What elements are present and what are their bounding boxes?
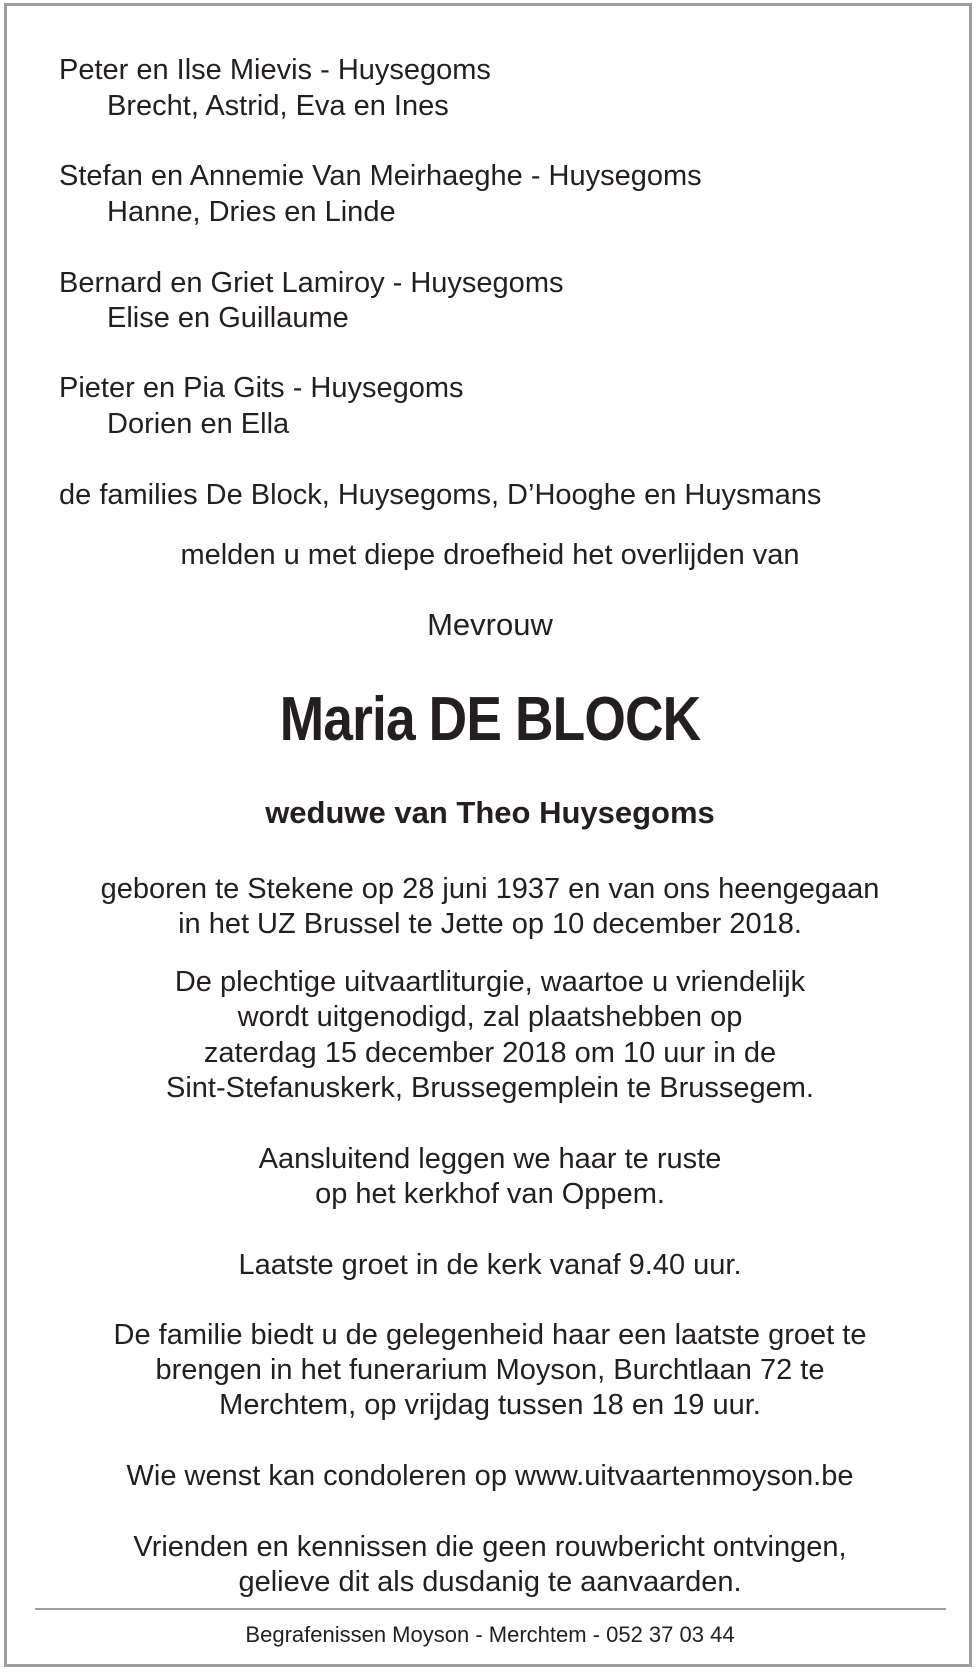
- notice-line: gelieve dit als dusdanig te aanvaarden.: [238, 1566, 742, 1598]
- liturgy-line: De plechtige uitvaartliturgie, waartoe u vriendelijk: [174, 966, 806, 998]
- family-children: Dorien en Ella: [107, 408, 290, 440]
- birth-death-line: in het UZ Brussel te Jette op 10 december 2018.: [178, 908, 802, 940]
- family-parents: Pieter en Pia Gits - Huysegoms: [59, 372, 464, 404]
- liturgy-line: wordt uitgenodigd, zal plaatshebben op: [237, 1001, 743, 1033]
- family-children: Elise en Guillaume: [107, 302, 349, 334]
- family-children: Hanne, Dries en Linde: [107, 196, 396, 228]
- family-parents: Peter en Ilse Mievis - Huysegoms: [59, 54, 491, 86]
- burial-line: Aansluitend leggen we haar te ruste: [258, 1143, 722, 1175]
- footer-undertaker: Begrafenissen Moyson - Merchtem - 052 37 03 44: [245, 1622, 735, 1647]
- family-parents: Bernard en Griet Lamiroy - Huysegoms: [59, 267, 564, 299]
- honorific: Mevrouw: [427, 607, 553, 642]
- extended-families: de families De Block, Huysegoms, D’Hooghe en Huysmans: [59, 479, 822, 511]
- deceased-name: Maria DE BLOCK: [279, 685, 701, 754]
- footer-divider: [35, 1608, 946, 1610]
- announcement-text: melden u met diepe droefheid het overlijden van: [180, 539, 800, 571]
- liturgy-line: Sint-Stefanuskerk, Brussegemplein te Brussegem.: [166, 1072, 814, 1104]
- funerarium-line: De familie biedt u de gelegenheid haar een laatste groet te: [113, 1319, 867, 1351]
- condolences-line: Wie wenst kan condoleren op www.uitvaartenmoyson.be: [126, 1460, 854, 1492]
- last-greeting-line: Laatste groet in de kerk vanaf 9.40 uur.: [238, 1249, 742, 1281]
- burial-line: op het kerkhof van Oppem.: [315, 1178, 665, 1210]
- funerarium-line: Merchtem, op vrijdag tussen 18 en 19 uur.: [219, 1389, 761, 1421]
- liturgy-line: zaterdag 15 december 2018 om 10 uur in de: [203, 1037, 777, 1069]
- family-children: Brecht, Astrid, Eva en Ines: [107, 90, 449, 122]
- funerarium-line: brengen in het funerarium Moyson, Burchtlaan 72 te: [155, 1354, 825, 1386]
- birth-death-line: geboren te Stekene op 28 juni 1937 en van ons heengegaan: [100, 873, 880, 905]
- notice-line: Vrienden en kennissen die geen rouwbericht ontvingen,: [133, 1531, 847, 1563]
- spouse-line: weduwe van Theo Huysegoms: [265, 795, 715, 830]
- family-parents: Stefan en Annemie Van Meirhaeghe - Huysegoms: [59, 160, 702, 192]
